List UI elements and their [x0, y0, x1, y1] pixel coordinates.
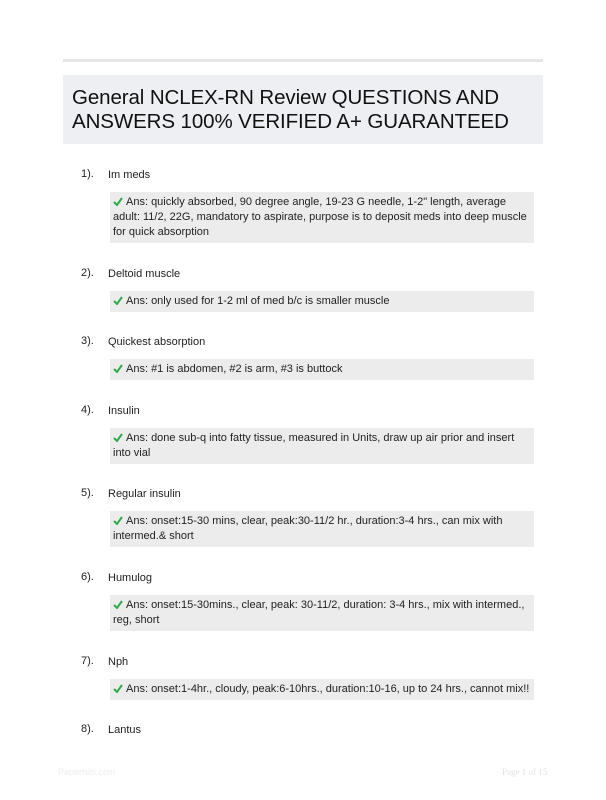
answer-text: Ans: #1 is abdomen, #2 is arm, #3 is buttock [126, 363, 343, 375]
answer-box [110, 511, 534, 547]
answer-text: Ans: only used for 1-2 ml of med b/c is smaller muscle [126, 295, 390, 307]
answer-box [110, 291, 534, 312]
answer-box [110, 192, 534, 243]
page-indicator: Page 1 of 15 [502, 767, 548, 777]
question-number: 5). [81, 487, 94, 499]
top-rule [63, 59, 543, 62]
question-text: Regular insulin [108, 488, 181, 500]
answer-text: Ans: done sub-q into fatty tissue, measured in Units, draw up air prior and insert into vial [113, 432, 515, 459]
question-number: 3). [81, 335, 94, 347]
check-icon [113, 197, 123, 206]
answer-text: Ans: onset:1-4hr., cloudy, peak:6-10hrs., duration:10-16, up to 24 hrs., cannot mix!! [126, 683, 530, 695]
answer-box [110, 428, 534, 464]
question-number: 7). [81, 655, 94, 667]
question-number: 6). [81, 571, 94, 583]
title-box [63, 75, 543, 144]
answer-box [110, 679, 534, 700]
question-text: Deltoid muscle [108, 268, 181, 280]
answer-text: Ans: onset:15-30mins., clear, peak: 30-11/2, duration: 3-4 hrs., mix with intermed., reg, short [113, 599, 525, 626]
answer-box [110, 359, 534, 380]
check-icon [113, 433, 123, 442]
document-title: General NCLEX-RN Review QUESTIONS AND ANSWERS 100% VERIFIED A+ GUARANTEED [72, 86, 509, 133]
answer-text: Ans: onset:15-30 mins, clear, peak:30-11/2 hr., duration:3-4 hrs., can mix with intermed.& short [113, 515, 503, 542]
check-icon [113, 516, 123, 525]
question-number: 1). [81, 168, 94, 180]
answer-box [110, 595, 534, 631]
check-icon [113, 600, 123, 609]
question-text: Quickest absorption [108, 336, 206, 348]
question-number: 4). [81, 404, 94, 416]
question-text: Lantus [108, 724, 142, 736]
question-number: 8). [81, 723, 94, 735]
question-text: Humulog [108, 572, 153, 584]
check-icon [113, 296, 123, 305]
question-text: Nph [108, 656, 129, 668]
question-text: Im meds [108, 169, 151, 181]
check-icon [113, 684, 123, 693]
footer-site: Paperhibi.com [58, 767, 116, 777]
answer-text: Ans: quickly absorbed, 90 degree angle, 19-23 G needle, 1-2" length, average adult: 11/2, 22G, mandatory to aspirate, purpose is to deposit meds into deep muscle for quick absorption [113, 196, 527, 238]
question-number: 2). [81, 267, 94, 279]
question-text: Insulin [108, 405, 140, 417]
check-icon [113, 364, 123, 373]
